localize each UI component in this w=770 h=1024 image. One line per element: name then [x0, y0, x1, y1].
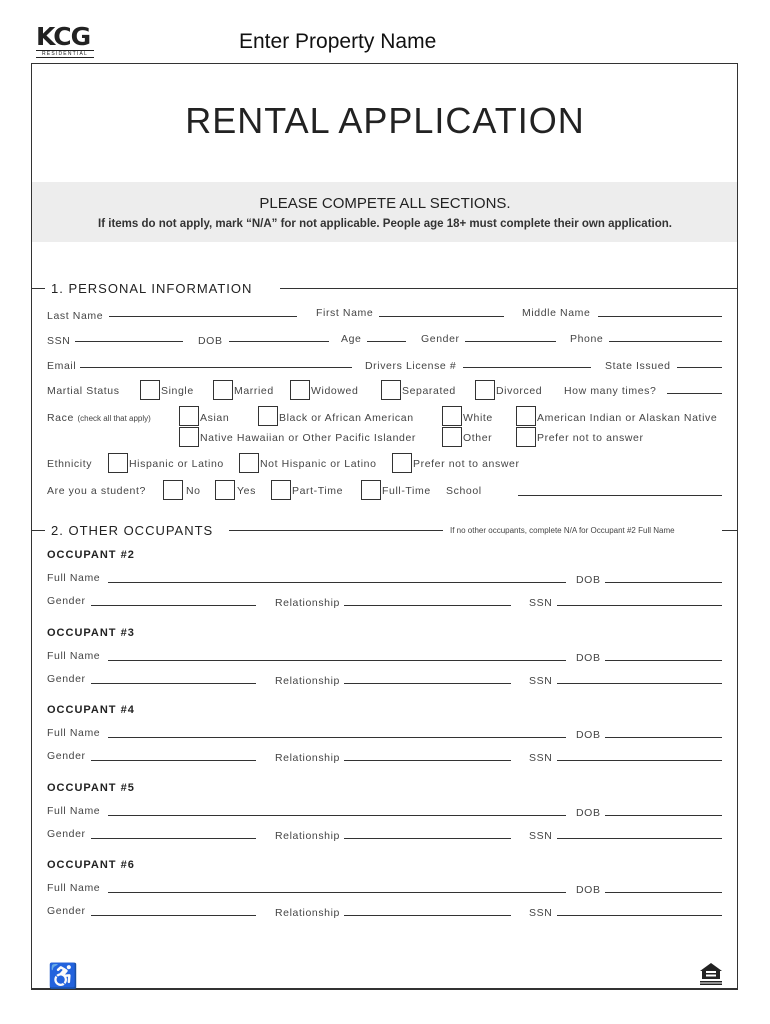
- occupant-ssn-label: SSN: [529, 907, 553, 919]
- middle-name-field[interactable]: [598, 316, 722, 317]
- instruction-banner: [32, 182, 737, 242]
- race-label: Race (check all that apply): [47, 412, 151, 424]
- occupant-dob-label: DOB: [576, 729, 601, 741]
- occupant-gender-label: Gender: [47, 905, 86, 917]
- kcg-logo: [36, 24, 94, 58]
- gender-field[interactable]: [465, 341, 556, 342]
- separated-label: Separated: [402, 385, 456, 397]
- property-name-field[interactable]: Enter Property Name: [239, 30, 437, 53]
- part-time-checkbox[interactable]: [271, 480, 291, 500]
- wheelchair-icon: ♿: [48, 963, 78, 990]
- prefer-not-ethnicity-checkbox[interactable]: [392, 453, 412, 473]
- form-title: RENTAL APPLICATION: [185, 100, 585, 141]
- student-yes-label: Yes: [237, 485, 256, 497]
- prefer-not-ethnicity-label: Prefer not to answer: [413, 458, 520, 470]
- occupant-ssn-label: SSN: [529, 830, 553, 842]
- middle-name-label: Middle Name: [522, 307, 591, 319]
- how-many-times-field[interactable]: [667, 393, 722, 394]
- occupant-gender-label: Gender: [47, 750, 86, 762]
- phone-field[interactable]: [609, 341, 722, 342]
- occupant-dob-label: DOB: [576, 884, 601, 896]
- single-checkbox[interactable]: [140, 380, 160, 400]
- other-race-label: Other: [463, 432, 493, 444]
- asian-checkbox[interactable]: [179, 406, 199, 426]
- occupant-heading: OCCUPANT #3: [47, 627, 135, 639]
- occupant-ssn-label: SSN: [529, 752, 553, 764]
- occupant-heading: OCCUPANT #5: [47, 782, 135, 794]
- last-name-field[interactable]: [109, 316, 297, 317]
- student-no-checkbox[interactable]: [163, 480, 183, 500]
- occupants-note: If no other occupants, complete N/A for Occupant #2 Full Name: [450, 526, 675, 535]
- student-yes-checkbox[interactable]: [215, 480, 235, 500]
- part-time-label: Part-Time: [292, 485, 344, 497]
- occupant-relationship-field[interactable]: [344, 605, 511, 606]
- school-label: School: [446, 485, 482, 497]
- full-time-checkbox[interactable]: [361, 480, 381, 500]
- occupant-dob-field[interactable]: [605, 892, 722, 893]
- section-divider: [31, 288, 45, 289]
- other-race-checkbox[interactable]: [442, 427, 462, 447]
- prefer-not-race-label: Prefer not to answer: [537, 432, 644, 444]
- white-checkbox[interactable]: [442, 406, 462, 426]
- occupant-full-name-field[interactable]: [108, 892, 566, 893]
- occupant-relationship-field[interactable]: [344, 915, 511, 916]
- occupant-relationship-label: Relationship: [275, 597, 340, 609]
- ethnicity-label: Ethnicity: [47, 458, 93, 470]
- school-field[interactable]: [518, 495, 722, 496]
- how-many-times-label: How many times?: [564, 385, 657, 397]
- occupant-ssn-label: SSN: [529, 597, 553, 609]
- occupant-gender-label: Gender: [47, 595, 86, 607]
- occupant-dob-label: DOB: [576, 652, 601, 664]
- ssn-field[interactable]: [75, 341, 183, 342]
- occupant-relationship-label: Relationship: [275, 907, 340, 919]
- married-checkbox[interactable]: [213, 380, 233, 400]
- occupant-dob-label: DOB: [576, 807, 601, 819]
- occupant-full-name-field[interactable]: [108, 660, 566, 661]
- hispanic-checkbox[interactable]: [108, 453, 128, 473]
- american-indian-checkbox[interactable]: [516, 406, 536, 426]
- age-field[interactable]: [367, 341, 406, 342]
- first-name-label: First Name: [316, 307, 374, 319]
- drivers-license-field[interactable]: [463, 367, 591, 368]
- not-hispanic-label: Not Hispanic or Latino: [260, 458, 377, 470]
- not-hispanic-checkbox[interactable]: [239, 453, 259, 473]
- occupant-heading: OCCUPANT #2: [47, 549, 135, 561]
- student-label: Are you a student?: [47, 485, 146, 497]
- occupant-relationship-label: Relationship: [275, 752, 340, 764]
- state-issued-label: State Issued: [605, 360, 671, 372]
- occupant-heading: OCCUPANT #6: [47, 859, 135, 871]
- occupant-gender-field[interactable]: [91, 605, 256, 606]
- email-field[interactable]: [80, 367, 352, 368]
- widowed-label: Widowed: [311, 385, 359, 397]
- married-label: Married: [234, 385, 274, 397]
- phone-label: Phone: [570, 333, 604, 345]
- asian-label: Asian: [200, 412, 230, 424]
- occupant-ssn-field[interactable]: [557, 915, 722, 916]
- black-label: Black or African American: [279, 412, 414, 424]
- banner-heading: PLEASE COMPETE ALL SECTIONS.: [259, 195, 511, 212]
- white-label: White: [463, 412, 493, 424]
- native-hawaiian-label: Native Hawaiian or Other Pacific Islander: [200, 432, 417, 444]
- occupant-relationship-field[interactable]: [344, 838, 511, 839]
- marital-status-label: Martial Status: [47, 385, 120, 397]
- section-divider: [722, 530, 738, 531]
- occupant-ssn-field[interactable]: [557, 760, 722, 761]
- occupant-gender-field[interactable]: [91, 838, 256, 839]
- occupant-gender-label: Gender: [47, 828, 86, 840]
- gender-label: Gender: [421, 333, 460, 345]
- logo-subtext: RESIDENTIAL: [36, 50, 94, 58]
- email-label: Email: [47, 360, 77, 372]
- single-label: Single: [161, 385, 194, 397]
- black-checkbox[interactable]: [258, 406, 278, 426]
- american-indian-label: American Indian or Alaskan Native: [537, 412, 718, 424]
- occupant-dob-field[interactable]: [605, 737, 722, 738]
- student-no-label: No: [186, 485, 201, 497]
- section-divider: [280, 288, 738, 289]
- occupant-ssn-field[interactable]: [557, 838, 722, 839]
- ssn-label: SSN: [47, 335, 71, 347]
- prefer-not-race-checkbox[interactable]: [516, 427, 536, 447]
- last-name-label: Last Name: [47, 310, 104, 322]
- race-hint: (check all that apply): [77, 414, 151, 423]
- occupant-gender-field[interactable]: [91, 683, 256, 684]
- hispanic-label: Hispanic or Latino: [129, 458, 224, 470]
- first-name-field[interactable]: [379, 316, 504, 317]
- section-personal-heading: 1. PERSONAL INFORMATION: [51, 281, 253, 296]
- drivers-license-label: Drivers License #: [365, 360, 457, 372]
- occupant-full-name-label: Full Name: [47, 727, 101, 739]
- occupant-dob-field[interactable]: [605, 660, 722, 661]
- occupant-full-name-field[interactable]: [108, 582, 566, 583]
- occupant-relationship-field[interactable]: [344, 683, 511, 684]
- logo-text: KCG: [36, 22, 91, 51]
- divorced-label: Divorced: [496, 385, 543, 397]
- occupant-gender-label: Gender: [47, 673, 86, 685]
- occupant-gender-field[interactable]: [91, 760, 256, 761]
- occupant-full-name-label: Full Name: [47, 650, 101, 662]
- banner-note: If items do not apply, mark “N/A” for not applicable. People age 18+ must complete their own application.: [98, 218, 672, 230]
- occupant-full-name-label: Full Name: [47, 882, 101, 894]
- occupant-dob-label: DOB: [576, 574, 601, 586]
- occupant-relationship-field[interactable]: [344, 760, 511, 761]
- equal-housing-icon: [698, 962, 724, 986]
- separated-checkbox[interactable]: [381, 380, 401, 400]
- occupant-full-name-label: Full Name: [47, 805, 101, 817]
- occupant-ssn-field[interactable]: [557, 683, 722, 684]
- occupant-gender-field[interactable]: [91, 915, 256, 916]
- occupant-full-name-label: Full Name: [47, 572, 101, 584]
- widowed-checkbox[interactable]: [290, 380, 310, 400]
- section-divider: [229, 530, 443, 531]
- occupant-heading: OCCUPANT #4: [47, 704, 135, 716]
- occupant-relationship-label: Relationship: [275, 830, 340, 842]
- occupant-ssn-label: SSN: [529, 675, 553, 687]
- age-label: Age: [341, 333, 362, 345]
- dob-field[interactable]: [229, 341, 329, 342]
- occupant-dob-field[interactable]: [605, 582, 722, 583]
- occupant-dob-field[interactable]: [605, 815, 722, 816]
- section-divider: [31, 530, 45, 531]
- full-time-label: Full-Time: [382, 485, 431, 497]
- occupant-relationship-label: Relationship: [275, 675, 340, 687]
- occupant-ssn-field[interactable]: [557, 605, 722, 606]
- section-occupants-heading: 2. OTHER OCCUPANTS: [51, 523, 214, 538]
- dob-label: DOB: [198, 335, 223, 347]
- native-hawaiian-checkbox[interactable]: [179, 427, 199, 447]
- divorced-checkbox[interactable]: [475, 380, 495, 400]
- occupant-full-name-field[interactable]: [108, 737, 566, 738]
- occupant-full-name-field[interactable]: [108, 815, 566, 816]
- state-issued-field[interactable]: [677, 367, 722, 368]
